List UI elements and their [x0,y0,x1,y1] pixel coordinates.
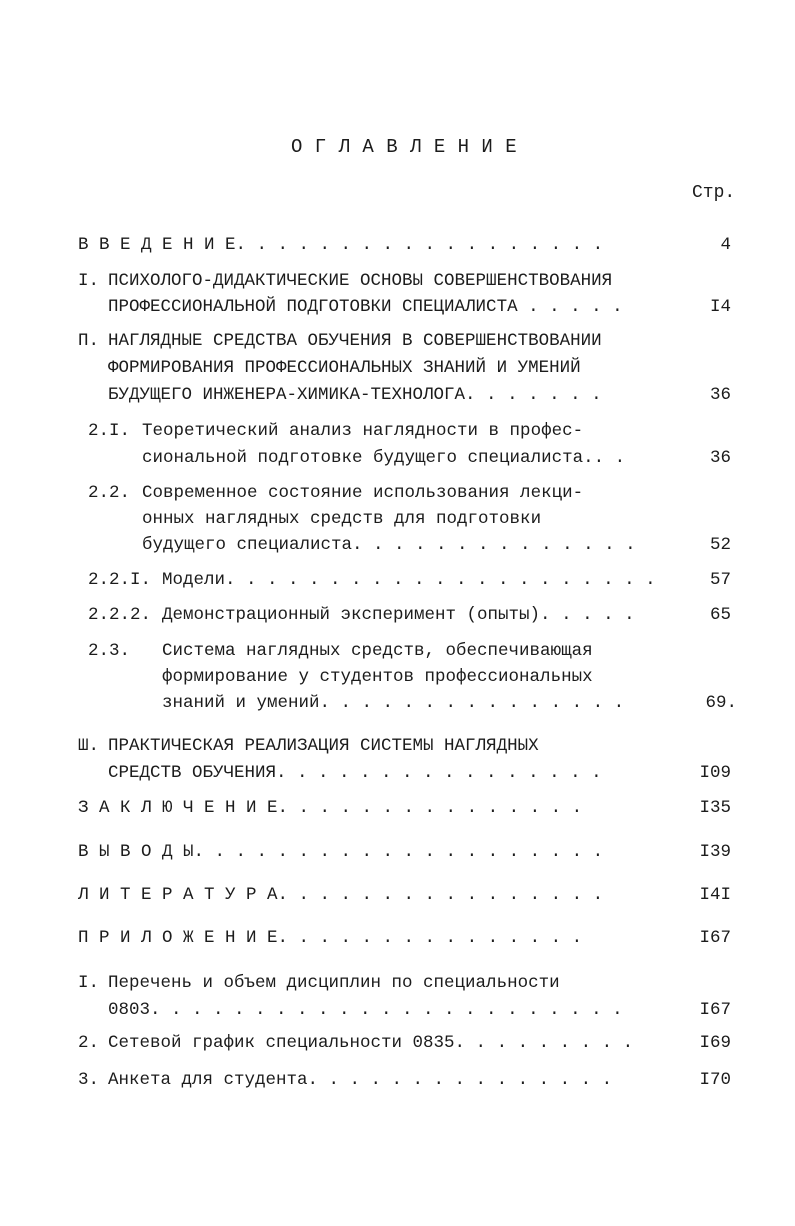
toc-entry-number: 2.I. [88,421,131,441]
toc-entry-text: онных наглядных средств для подготовки [142,509,542,529]
toc-entry-number: 2.3. [88,641,131,661]
toc-entry-page: 65 [709,605,731,625]
toc-entry-text: сиональной подготовке будущего специалиста.. . [142,448,626,468]
toc-entry-text: ФОРМИРОВАНИЯ ПРОФЕССИОНАЛЬНЫХ ЗНАНИЙ И УМЕНИЙ [108,358,581,378]
toc-entry-text: ПРАКТИЧЕСКАЯ РЕАЛИЗАЦИЯ СИСТЕМЫ НАГЛЯДНЫХ [108,736,539,756]
toc-entry-text: В Ы В О Д Ы. . . . . . . . . . . . . . . . . . . . [78,842,604,862]
toc-entry-page: I4I [699,885,731,905]
toc-entry-number: П. [78,331,100,351]
toc-entry-page: I09 [699,763,731,783]
toc-entry-number: 2. [78,1033,100,1053]
toc-entry-number: I. [78,271,100,291]
toc-entry-text: НАГЛЯДНЫЕ СРЕДСТВА ОБУЧЕНИЯ В СОВЕРШЕНСТВОВАНИИ [108,331,602,351]
toc-entry-text: З А К Л Ю Ч Е Н И Е. . . . . . . . . . . . . . . [78,798,583,818]
toc-entry-number: 2.2.2. [88,605,152,625]
toc-entry-text: будущего специалиста. . . . . . . . . . . . . . [142,535,636,555]
toc-entry-page: I67 [699,1000,731,1020]
toc-entry-page: 36 [709,385,731,405]
page-title: О Г Л А В Л Е Н И Е [291,136,518,158]
page-column-header: Стр. [692,183,736,203]
toc-entry-text: Демонстрационный эксперимент (опыты). . . . . [162,605,635,625]
toc-entry-number: 2.2. [88,483,131,503]
toc-entry-page: I39 [699,842,731,862]
toc-entry-text: ПРОФЕССИОНАЛЬНОЙ ПОДГОТОВКИ СПЕЦИАЛИСТА . . . . . [108,297,623,317]
toc-entry-text: Модели. . . . . . . . . . . . . . . . . . . . . [162,570,656,590]
toc-entry-text: БУДУЩЕГО ИНЖЕНЕРА-ХИМИКА-ТЕХНОЛОГА. . . . . . . [108,385,602,405]
toc-entry-text: СРЕДСТВ ОБУЧЕНИЯ. . . . . . . . . . . . . . . . [108,763,602,783]
toc-entry-number: 3. [78,1070,100,1090]
toc-entry-page: I67 [699,928,731,948]
toc-entry-number: 2.2.I. [88,570,152,590]
toc-entry-text: П Р И Л О Ж Е Н И Е. . . . . . . . . . . . . . . [78,928,583,948]
toc-entry-text: Перечень и объем дисциплин по специальности [108,973,560,993]
toc-entry-text: знаний и умений. . . . . . . . . . . . . . . [162,693,625,713]
toc-entry-text: Л И Т Е Р А Т У Р А. . . . . . . . . . . . . . . . [78,885,604,905]
toc-entry-page: I69 [699,1033,731,1053]
toc-entry-text: В В Е Д Е Н И Е. . . . . . . . . . . . . . . . . . [78,235,604,255]
toc-entry-text: Система наглядных средств, обеспечивающая [162,641,593,661]
toc-entry-text: Теоретический анализ наглядности в профес- [142,421,584,441]
toc-entry-text: Анкета для студента. . . . . . . . . . . . . . . [108,1070,613,1090]
toc-entry-page: 36 [709,448,731,468]
toc-entry-number: Ш. [78,736,100,756]
toc-entry-page: I35 [699,798,731,818]
toc-entry-text: Современное состояние использования лекци- [142,483,584,503]
toc-entry-number: I. [78,973,100,993]
toc-entry-page: I70 [699,1070,731,1090]
toc-entry-text: 0803. . . . . . . . . . . . . . . . . . . . . . . [108,1000,623,1020]
toc-entry-page: 4 [720,235,731,255]
toc-entry-page: 57 [709,570,731,590]
toc-entry-page: 69. [705,693,737,713]
toc-entry-text: формирование у студентов профессиональных [162,667,593,687]
toc-entry-text: ПСИХОЛОГО-ДИДАКТИЧЕСКИЕ ОСНОВЫ СОВЕРШЕНСТВОВАНИЯ [108,271,613,291]
toc-entry-text: Сетевой график специальности 0835. . . . . . . . . [108,1033,634,1053]
toc-entry-page: 52 [709,535,731,555]
toc-entry-page: I4 [709,297,731,317]
